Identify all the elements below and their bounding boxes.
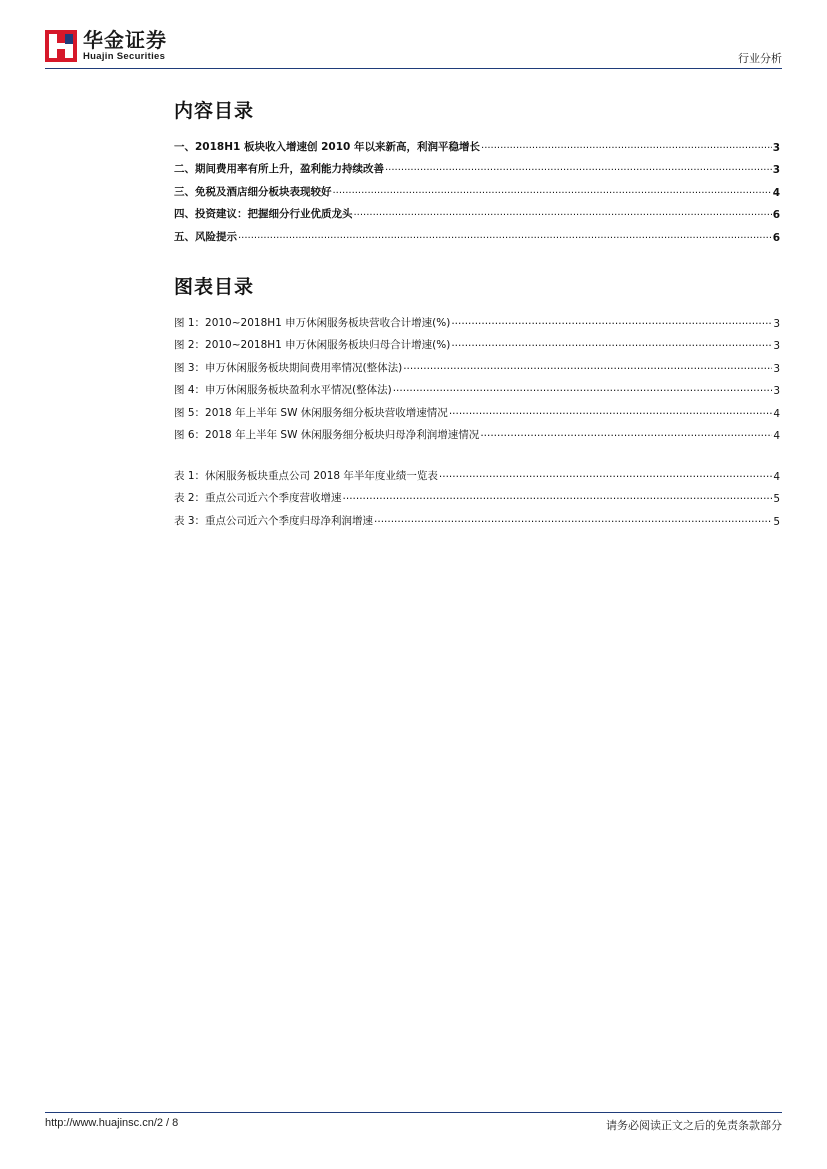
footer-url-page: http://www.huajinsc.cn/2 / 8 bbox=[45, 1117, 179, 1129]
figure-entry[interactable]: 图 1：2010~2018H1 申万休闲服务板块营收合计增速(%) ..... 3 bbox=[174, 307, 780, 330]
table-entry[interactable]: 表 3：重点公司近六个季度归母净利润增速 ..... 5 bbox=[174, 505, 780, 528]
figure-entry[interactable]: 图 4：申万休闲服务板块盈利水平情况(整体法) ..... 3 bbox=[174, 375, 780, 398]
contents-entry[interactable]: 二、期间费用率有所上升，盈利能力持续改善 ..... 3 bbox=[174, 154, 780, 177]
contents-entry[interactable]: 四、投资建议：把握细分行业优质龙头 ..... 6 bbox=[174, 199, 780, 222]
footer-divider bbox=[45, 1112, 782, 1113]
contents-entry[interactable]: 三、免税及酒店细分板块表现较好 ..... 4 bbox=[174, 176, 780, 199]
huajin-logo-icon bbox=[45, 30, 77, 62]
figure-entry[interactable]: 图 5：2018 年上半年 SW 休闲服务细分板块营收增速情况 ..... 4 bbox=[174, 397, 780, 420]
tables-list bbox=[174, 460, 780, 528]
report-category: 行业分析 bbox=[738, 52, 782, 65]
company-logo bbox=[45, 28, 167, 64]
figures-list bbox=[174, 307, 780, 442]
figure-entry[interactable]: 图 3：申万休闲服务板块期间费用率情况(整体法) ..... 3 bbox=[174, 352, 780, 375]
figures-title: 图表目录 bbox=[174, 276, 255, 298]
contents-entry[interactable]: 一、2018H1 板块收入增速创 2010 年以来新高，利润平稳增长 ..... 3 bbox=[174, 131, 780, 154]
page-header bbox=[45, 28, 782, 70]
figure-entry[interactable]: 图 2：2010~2018H1 申万休闲服务板块归母合计增速(%) ..... 3 bbox=[174, 330, 780, 353]
contents-list bbox=[174, 131, 780, 244]
footer-disclaimer: 请务必阅读正文之后的免责条款部分 bbox=[606, 1119, 782, 1132]
header-divider bbox=[45, 68, 782, 69]
contents-title: 内容目录 bbox=[174, 100, 255, 122]
figure-entry[interactable]: 图 6：2018 年上半年 SW 休闲服务细分板块归母净利润增速情况 ..... 4 bbox=[174, 420, 780, 443]
table-entry[interactable]: 表 2：重点公司近六个季度营收增速 ..... 5 bbox=[174, 483, 780, 506]
contents-entry[interactable]: 五、风险提示 ..... 6 bbox=[174, 221, 780, 244]
logo-chinese-name: 华金证券 bbox=[83, 28, 167, 53]
table-entry[interactable]: 表 1：休闲服务板块重点公司 2018 年半年度业绩一览表 ..... 4 bbox=[174, 460, 780, 483]
logo-english-name: Huajin Securities bbox=[83, 51, 166, 63]
